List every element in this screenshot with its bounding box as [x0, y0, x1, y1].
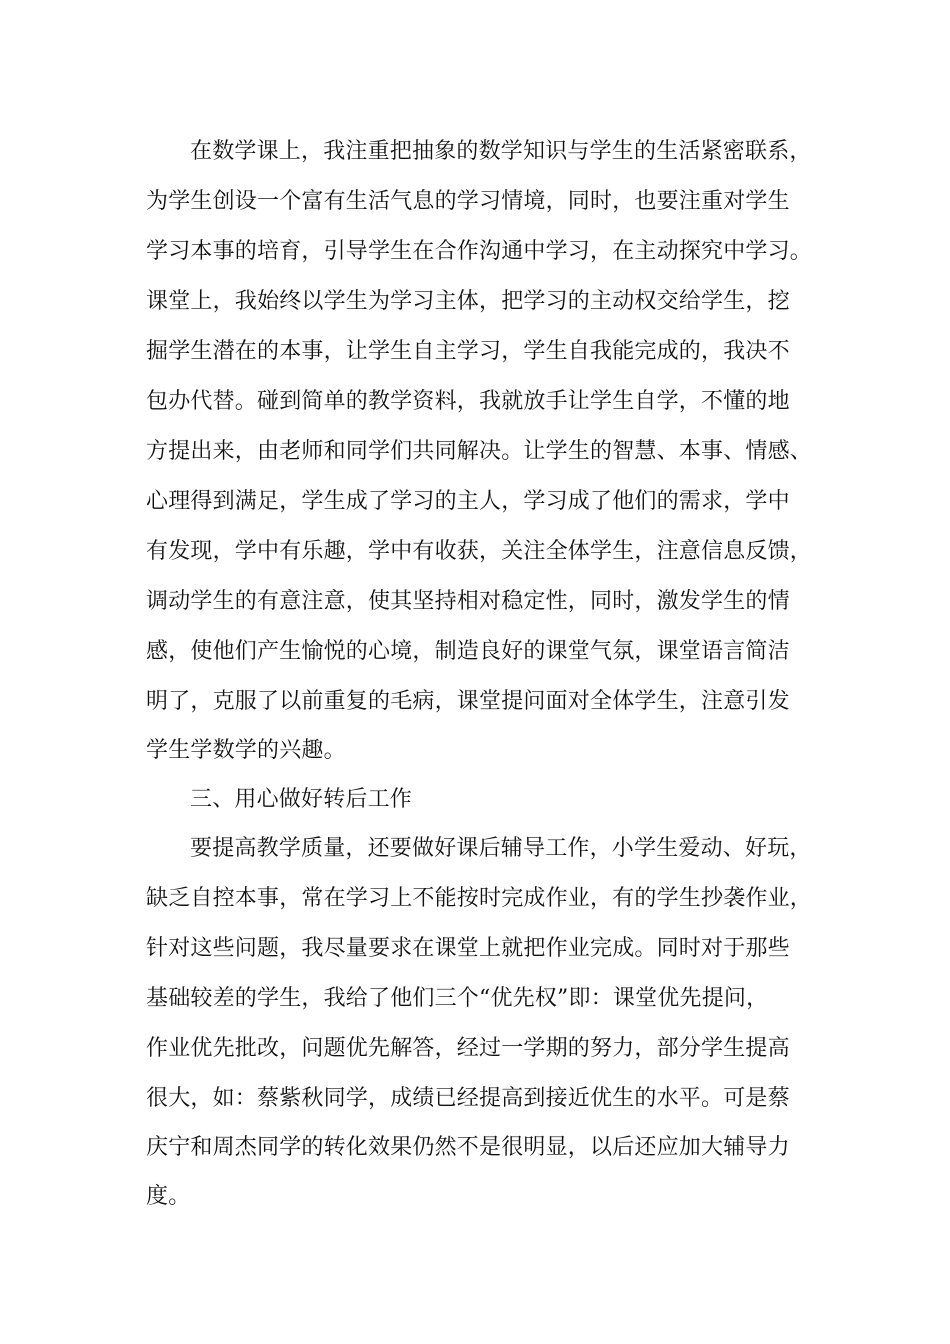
text-line: 感，使他们产生愉悦的心境，制造良好的课堂气氛，课堂语言简洁: [146, 639, 790, 664]
text-line: 庆宁和周杰同学的转化效果仍然不是很明显，以后还应加大辅导力: [146, 1135, 790, 1160]
text-line: 基础较差的学生，我给了他们三个“优先权”即：课堂优先提问，: [146, 986, 769, 1011]
text-line: 为学生创设一个富有生活气息的学习情境，同时，也要注重对学生: [146, 189, 790, 214]
text-line: 针对这些问题，我尽量要求在课堂上就把作业完成。同时对于那些: [146, 936, 790, 961]
text-line: 明了，克服了以前重复的毛病，课堂提问面对全体学生，注意引发: [146, 689, 790, 714]
text-line: 作业优先批改，问题优先解答，经过一学期的努力，部分学生提高: [146, 1036, 790, 1061]
text-line: 课堂上，我始终以学生为学习主体，把学习的主动权交给学生，挖: [146, 289, 790, 314]
text-line: 学习本事的培育，引导学生在合作沟通中学习，在主动探究中学习。: [146, 239, 813, 264]
text-line: 心理得到满足，学生成了学习的主人，学习成了他们的需求，学中: [146, 489, 790, 514]
text-line: 掘学生潜在的本事，让学生自主学习，学生自我能完成的，我决不: [146, 339, 790, 364]
text-line: 包办代替。碰到简单的教学资料，我就放手让学生自学，不懂的地: [146, 389, 790, 414]
text-line: 有发现，学中有乐趣，学中有收获，关注全体学生，注意信息反馈，: [146, 539, 813, 564]
section-heading: 三、用心做好转后工作: [190, 787, 413, 812]
text-line: 调动学生的有意注意，使其坚持相对稳定性，同时，激发学生的情: [146, 589, 790, 614]
text-line: 度。: [146, 1184, 191, 1209]
text-line: 学生学数学的兴趣。: [146, 738, 346, 763]
text-line: 方提出来，由老师和同学们共同解决。让学生的智慧、本事、情感、: [146, 439, 813, 464]
text-line: 缺乏自控本事，常在学习上不能按时完成作业，有的学生抄袭作业，: [146, 886, 813, 911]
text-line: 在数学课上，我注重把抽象的数学知识与学生的生活紧密联系，: [190, 139, 812, 164]
text-line: 很大，如：蔡紫秋同学，成绩已经提高到接近优生的水平。可是蔡: [146, 1086, 790, 1111]
text-line: 要提高教学质量，还要做好课后辅导工作，小学生爱动、好玩，: [190, 836, 812, 861]
